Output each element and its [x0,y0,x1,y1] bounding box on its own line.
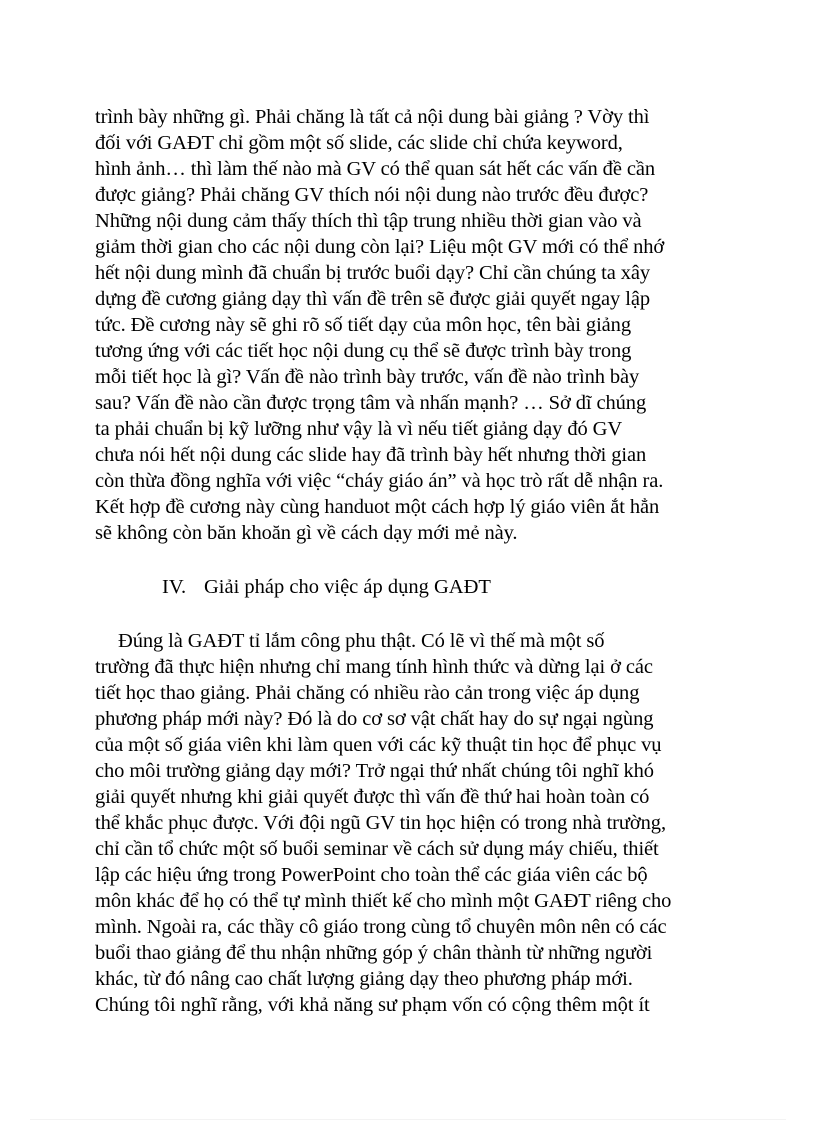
page-bottom-divider [30,1119,786,1120]
paragraph-2-line: phương pháp mới này? Đó là do cơ sơ vật chất hay do sự ngại ngùng [95,708,654,730]
paragraph-1-line: được giảng? Phải chăng GV thích nói nội dung nào trước đều được? [95,184,649,206]
paragraph-2-line: thể khắc phục được. Với đội ngũ GV tin học hiện có trong nhà trường, [95,812,666,834]
paragraph-1-line: Những nội dung cảm thấy thích thì tập trung nhiều thời gian vào và [95,210,642,232]
paragraph-1-line: hình ảnh… thì làm thế nào mà GV có thể quan sát hết các vấn đề cần [95,158,656,180]
section-heading [162,574,491,600]
paragraph-1-line: mỗi tiết học là gì? Vấn đề nào trình bày trước, vấn đề nào trình bày [95,366,640,388]
paragraph-1-line: trình bày những gì. Phải chăng là tất cả nội dung bài giảng ? Vờy thì [95,106,650,128]
paragraph-2-line: cho môi trường giảng dạy mới? Trở ngại thứ nhất chúng tôi nghĩ khó [95,760,654,782]
paragraph-2-line: tiết học thao giảng. Phải chăng có nhiều rào cản trong việc áp dụng [95,682,640,704]
paragraph-1-line: sẽ không còn băn khoăn gì về cách dạy mới mẻ này. [95,522,518,544]
paragraph-2-line: chỉ cần tổ chức một số buổi seminar về cách sử dụng máy chiếu, thiết [95,838,659,860]
paragraph-2-line: khác, từ đó nâng cao chất lượng giảng dạy theo phương pháp mới. [95,968,633,990]
paragraph-2-line: Đúng là GAĐT tỉ lắm công phu thật. Có lẽ vì thế mà một số [118,630,605,652]
paragraph-1-line: ta phải chuẩn bị kỹ lưỡng như vậy là vì nếu tiết giảng dạy đó GV [95,418,623,440]
paragraph-2-line: của một số giáa viên khi làm quen với các kỹ thuật tin học để phục vụ [95,734,662,756]
paragraph-1-line: dựng đề cương giảng dạy thì vấn đề trên sẽ được giải quyết ngay lập [95,288,650,310]
paragraph-2-line: Chúng tôi nghĩ rằng, với khả năng sư phạm vốn có cộng thêm một ít [95,994,650,1016]
paragraph-1-line: giảm thời gian cho các nội dung còn lại? Liệu một GV mới có thể nhớ [95,236,665,258]
paragraph-2-line: trường đã thực hiện nhưng chỉ mang tính hình thức và dừng lại ở các [95,656,653,678]
paragraph-2-line: buổi thao giảng để thu nhận những góp ý chân thành từ những người [95,942,653,964]
paragraph-2-line: lập các hiệu ứng trong PowerPoint cho toàn thể các giáa viên các bộ [95,864,648,886]
paragraph-1-line: chưa nói hết nội dung các slide hay đã trình bày hết nhưng thời gian [95,444,647,466]
paragraph-2-line: môn khác để họ có thể tự mình thiết kế cho mình một GAĐT riêng cho [95,890,672,912]
paragraph-1-line: sau? Vấn đề nào cần được trọng tâm và nhấn mạnh? … Sở dĩ chúng [95,392,647,414]
paragraph-1-line: tương ứng với các tiết học nội dung cụ thể sẽ được trình bày trong [95,340,632,362]
paragraph-1-line: hết nội dung mình đã chuẩn bị trước buổi dạy? Chỉ cần chúng ta xây [95,262,651,284]
paragraph-1-line: Kết hợp đề cương này cùng handuot một cách hợp lý giáo viên ắt hẳn [95,496,660,518]
paragraph-2-line: mình. Ngoài ra, các thầy cô giáo trong cùng tổ chuyên môn nên có các [95,916,667,938]
section-title: Giải pháp cho việc áp dụng GAĐT [204,576,491,598]
paragraph-1-line: còn thừa đồng nghĩa với việc “cháy giáo án” và học trò rất dễ nhận ra. [95,470,664,492]
paragraph-2-line: giải quyết nhưng khi giải quyết được thì vấn đề thứ hai hoàn toàn có [95,786,650,808]
section-number: IV. [162,576,187,598]
paragraph-1-line: tức. Đề cương này sẽ ghi rõ số tiết dạy của môn học, tên bài giảng [95,314,631,336]
paragraph-1-line: đối với GAĐT chỉ gồm một số slide, các slide chỉ chứa keyword, [95,132,623,154]
